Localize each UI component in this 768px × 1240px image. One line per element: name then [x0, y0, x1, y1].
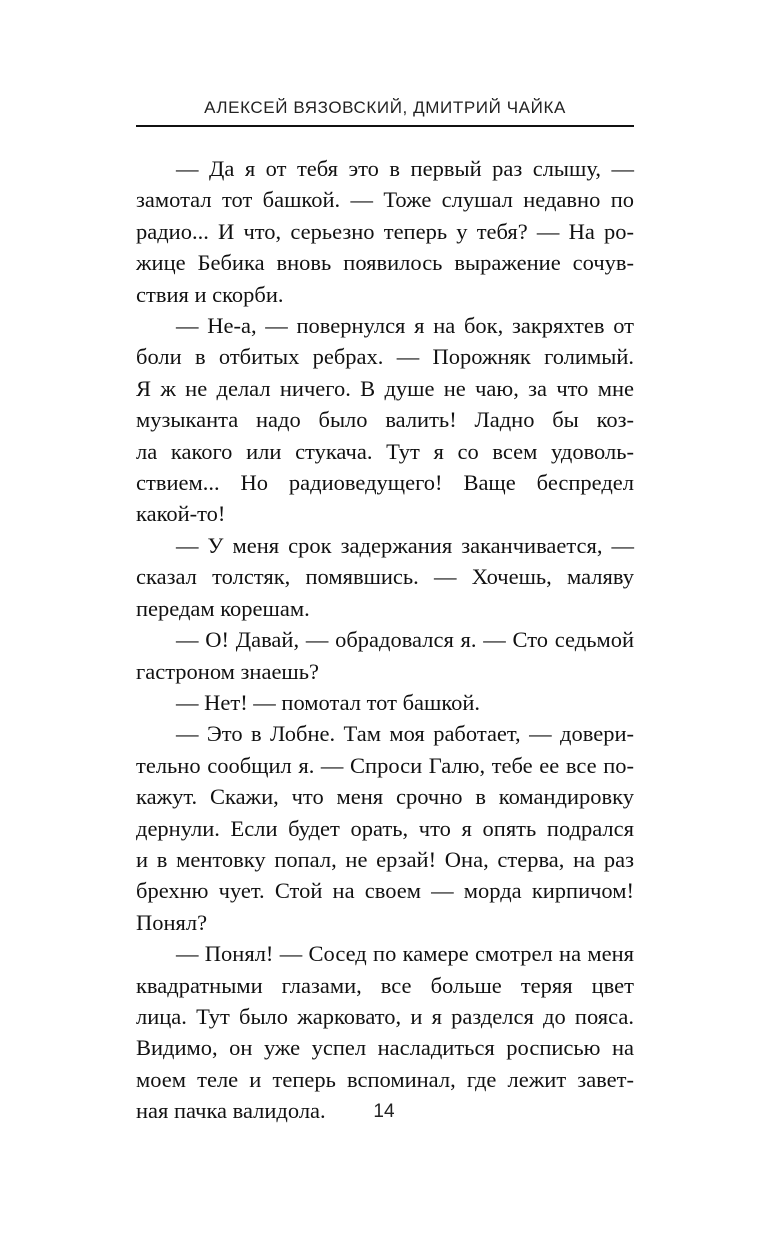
page-number: 14 [373, 1101, 395, 1122]
text-line: ствия и скорби. [136, 281, 284, 307]
text-line: ная пачка валидола. [136, 1098, 326, 1124]
text-line: — О! Давай, — обрадовался я. — Сто седьмой [176, 627, 634, 653]
body-text [136, 153, 634, 1127]
text-line: передам корешам. [136, 595, 310, 621]
text-line: квадратными глазами, все больше теряя цвет [136, 972, 634, 998]
text-line: кажут. Скажи, что меня срочно в командировку [136, 784, 634, 810]
text-line: дернули. Если будет орать, что я опять подрался [136, 815, 634, 841]
text-line: — У меня срок задержания заканчивается, — [176, 532, 634, 558]
text-line: — Да я от тебя это в первый раз слышу, — [176, 156, 634, 181]
header-rule [136, 125, 634, 127]
text-line: — Не-а, — повернулся я на бок, закряхтев от [176, 313, 634, 339]
paragraph [136, 624, 634, 687]
text-line: — Нет! — помотал тот башкой. [176, 689, 481, 715]
text-line: Видимо, он уже успел насладиться росписью на [136, 1035, 634, 1061]
text-line: боли в отбитых ребрах. — Порожняк голимый. [136, 344, 634, 370]
paragraph [136, 938, 634, 1126]
text-line: лица. Тут было жарковато, и я разделся до пояса. [136, 1003, 634, 1029]
text-line: Понял? [136, 909, 208, 935]
text-line: ствием... Но радиоведущего! Ваще беспредел [136, 470, 634, 496]
text-line: — Это в Лобне. Там моя работает, — довери- [176, 721, 634, 747]
text-line: сказал толстяк, помявшись. — Хочешь, маляву [136, 564, 634, 590]
text-line: радио... И что, серьезно теперь у тебя? — На ро- [136, 218, 634, 244]
text-line: и в ментовку попал, не ерзай! Она, стерва, на раз [136, 846, 634, 872]
paragraph [136, 687, 634, 718]
text-line: замотал тот башкой. — Тоже слушал недавно по [136, 187, 634, 213]
text-line: Я ж не делал ничего. В душе не чаю, за что мне [136, 375, 634, 401]
text-line: ла какого или стукача. Тут я со всем удоволь- [136, 438, 634, 464]
paragraph [136, 310, 634, 530]
paragraph [136, 718, 634, 938]
text-line: брехню чует. Стой на своем — морда кирпичом! [136, 878, 634, 904]
text-line: какой-то! [136, 501, 226, 527]
text-line: моем теле и теперь вспоминал, где лежит завет- [136, 1066, 634, 1092]
text-line: — Понял! — Сосед по камере смотрел на меня [176, 941, 634, 967]
text-line: гастроном знаешь? [136, 658, 320, 684]
paragraph [136, 153, 634, 310]
paragraph [136, 530, 634, 624]
text-line: тельно сообщил я. — Спроси Галю, тебе ее все по- [136, 752, 634, 778]
text-line: жице Бебика вновь появилось выражение сочув- [136, 250, 634, 276]
text-line: музыканта надо было валить! Ладно бы коз- [136, 407, 634, 433]
running-head: АЛЕКСЕЙ ВЯЗОВСКИЙ, ДМИТРИЙ ЧАЙКА [204, 98, 566, 117]
